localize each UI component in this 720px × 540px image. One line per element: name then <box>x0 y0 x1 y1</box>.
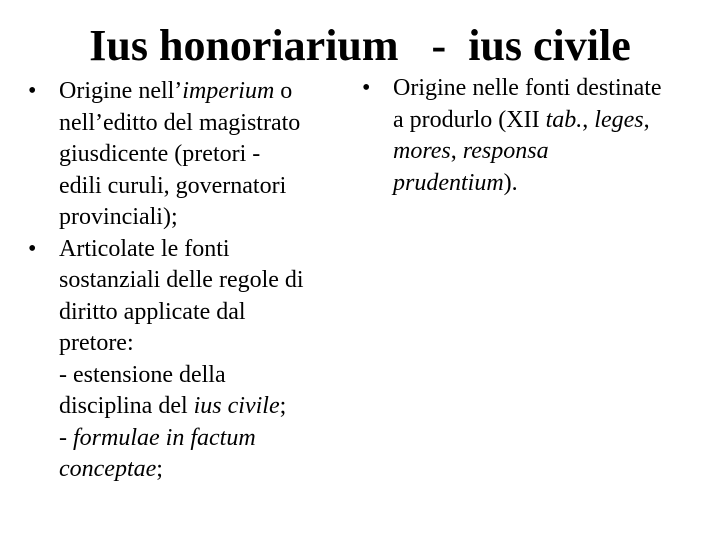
text-span-italic: responsa <box>462 138 549 164</box>
right-bullet-ius-civile <box>362 73 720 199</box>
text-span: - <box>59 424 73 451</box>
bullet-icon: • <box>28 235 37 262</box>
text-span: disciplina del <box>59 393 194 419</box>
text-line <box>393 136 720 168</box>
text-span-italic: formulae in factum <box>73 424 256 451</box>
text-span: , <box>643 106 650 133</box>
text-line: nell’editto del magistrato <box>59 109 301 136</box>
text-line: Articolate le fonti <box>59 235 230 262</box>
text-line: pretore: <box>59 330 134 356</box>
right-column <box>362 73 720 199</box>
text-span: Origine nell’ <box>59 78 183 104</box>
text-span-italic: tab. <box>545 106 583 133</box>
text-span-italic: imperium <box>182 78 275 104</box>
text-span: ; <box>156 456 163 482</box>
text-line: edili curuli, governatori <box>59 172 287 199</box>
text-line <box>59 423 348 455</box>
text-line: Origine nelle fonti destinate <box>393 75 662 101</box>
text-span-italic: conceptae <box>59 456 157 482</box>
text-span: o <box>274 78 293 104</box>
left-column <box>28 76 348 486</box>
text-line: provinciali); <box>59 204 178 230</box>
left-bullet-imperium <box>28 76 348 234</box>
text-span: a produrlo (XII <box>393 106 546 133</box>
text-span: ). <box>503 169 518 196</box>
text-span-italic: mores <box>393 138 451 164</box>
text-line: - estensione della <box>59 361 226 388</box>
slide-title: Ius honoriarium - ius civile <box>89 21 631 70</box>
text-line <box>59 454 348 486</box>
text-span-italic: ius civile <box>193 393 280 419</box>
text-span: , <box>450 138 463 164</box>
text-line <box>393 168 720 200</box>
bullet-icon: • <box>28 78 37 104</box>
text-line: sostanziali delle regole di <box>59 267 304 293</box>
bullet-icon: • <box>362 75 371 101</box>
text-line <box>59 76 348 108</box>
text-span-italic: leges <box>594 106 644 133</box>
text-span: , <box>582 106 595 133</box>
text-line: giusdicente (pretori - <box>59 141 261 167</box>
text-line <box>393 105 720 137</box>
text-span: ; <box>279 393 287 419</box>
text-line: diritto applicate dal <box>59 298 246 325</box>
left-bullet-fonti <box>28 234 348 486</box>
text-line <box>59 391 348 423</box>
text-span-italic: prudentium <box>393 169 504 196</box>
